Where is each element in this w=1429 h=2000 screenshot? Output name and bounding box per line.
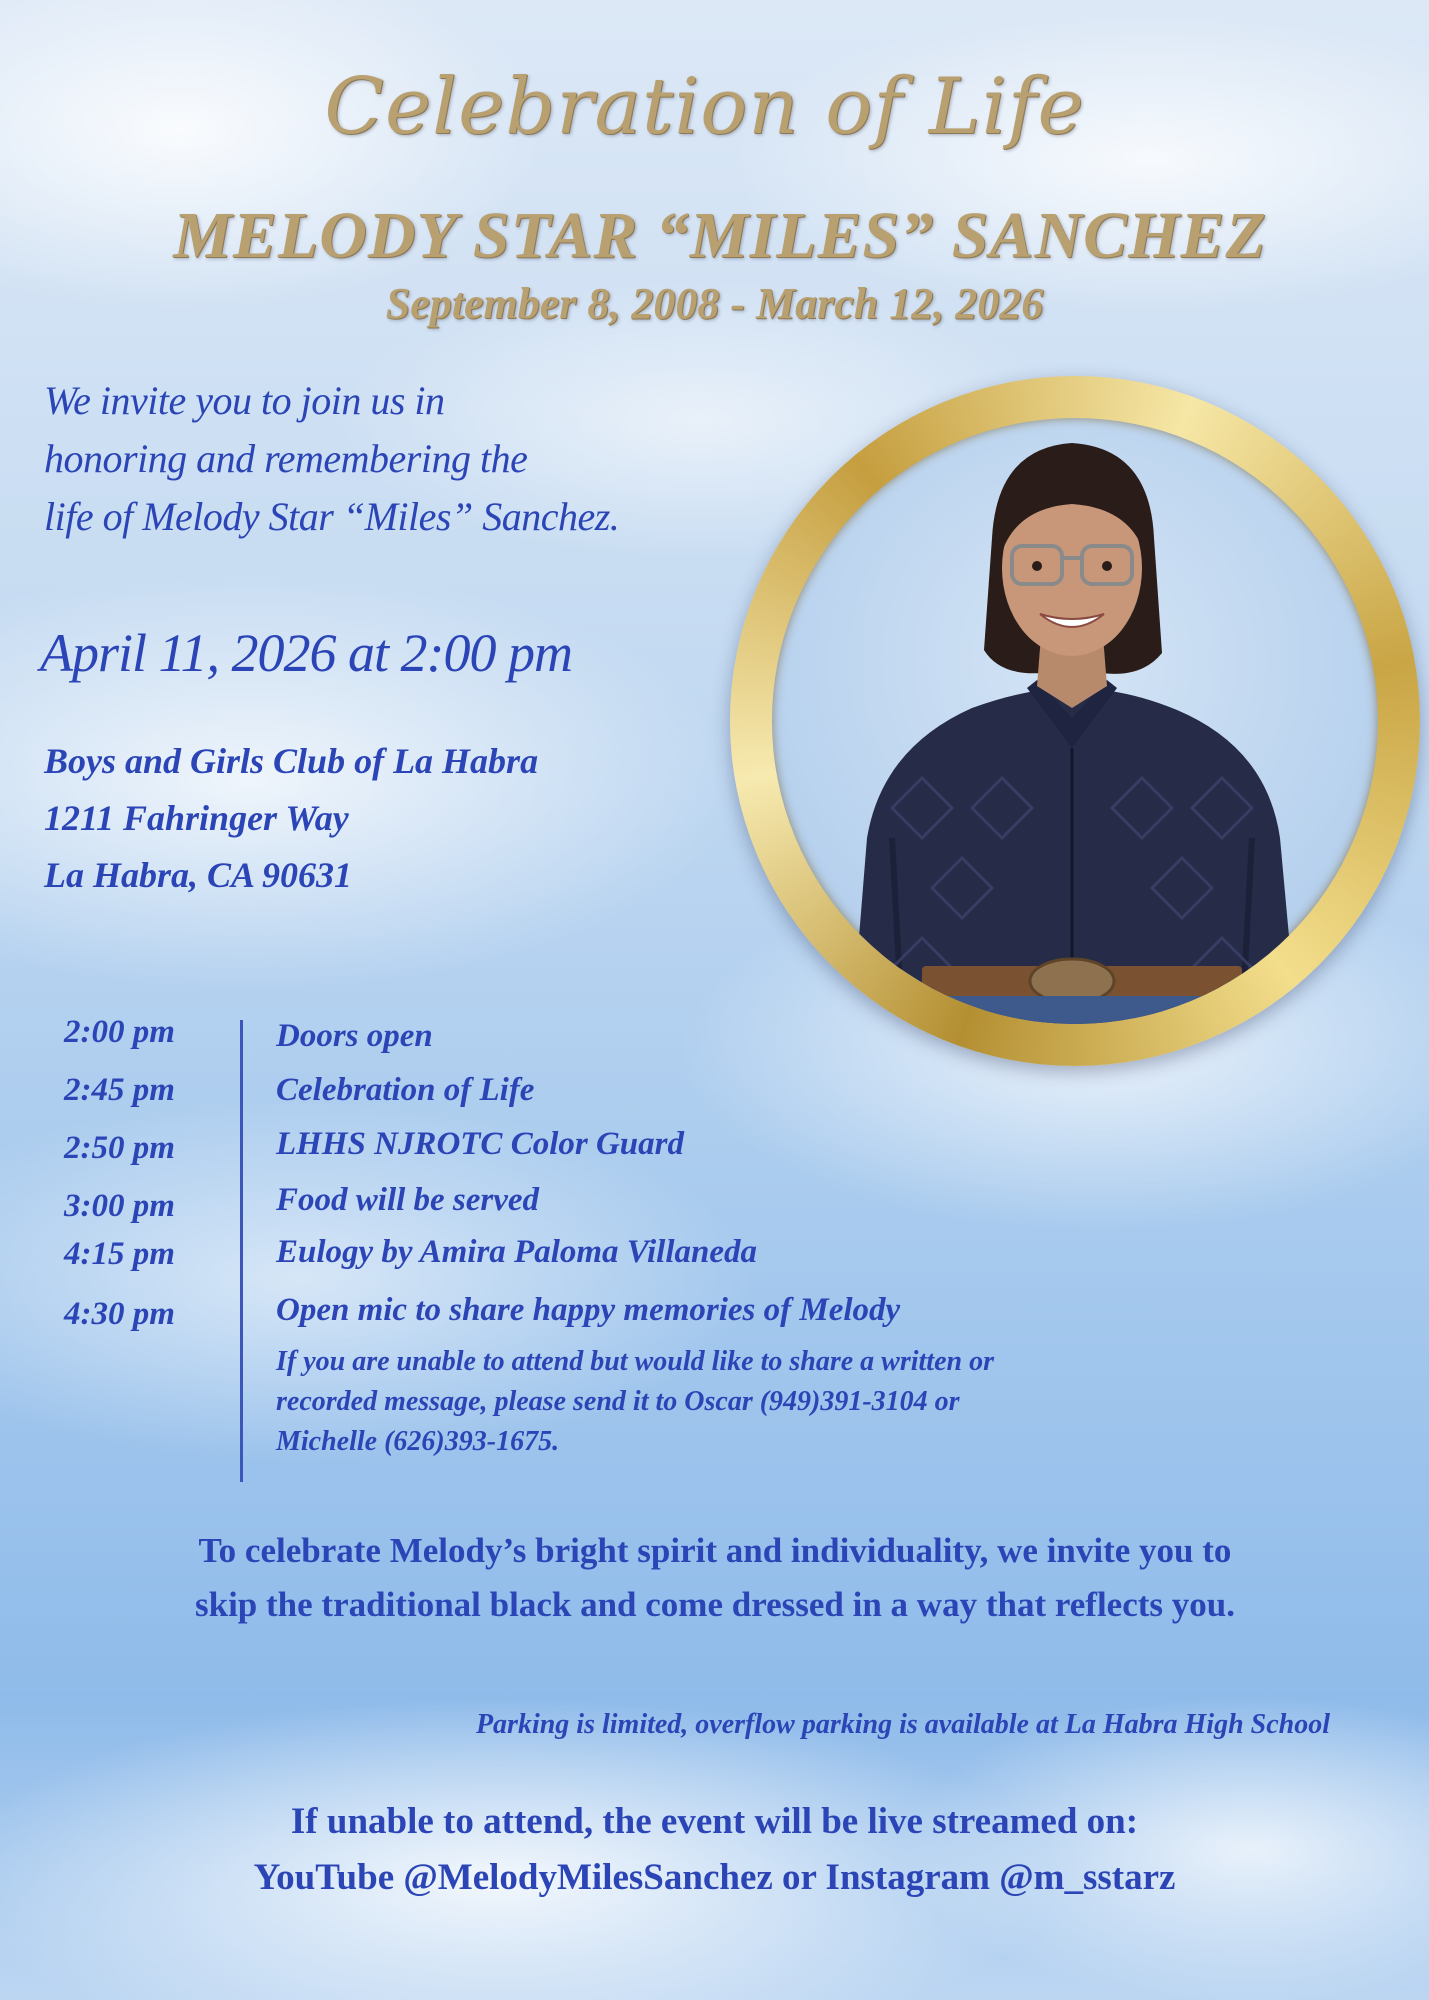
schedule-event: Celebration of Life: [276, 1072, 535, 1108]
schedule-event: Eulogy by Amira Paloma Villaneda: [276, 1234, 757, 1270]
schedule-time: 4:30 pm: [64, 1296, 175, 1332]
venue-name: Boys and Girls Club of La Habra: [44, 741, 539, 781]
schedule-time: 2:50 pm: [64, 1130, 175, 1166]
portrait-illustration: [772, 418, 1378, 1024]
life-dates: September 8, 2008 - March 12, 2026: [385, 279, 1044, 328]
stream-line: If unable to attend, the event will be live streamed on:: [290, 1801, 1139, 1842]
invitation-line: We invite you to join us in: [44, 378, 445, 423]
schedule-time: 4:15 pm: [64, 1236, 175, 1272]
note-line: recorded message, please send it to Oscar (949)391-3104 or: [276, 1386, 960, 1417]
venue-street: 1211 Fahringer Way: [44, 798, 349, 838]
schedule-event: LHHS NJROTC Color Guard: [276, 1126, 684, 1162]
livestream-info: [0, 1794, 1429, 1906]
dress-line: skip the traditional black and come dressed in a way that reflects you.: [195, 1585, 1235, 1624]
invitation-text: [44, 372, 744, 546]
gold-ring-frame: [730, 376, 1420, 1066]
dress-code-message: [60, 1524, 1370, 1632]
stream-handles: YouTube @MelodyMilesSanchez or Instagram @m_sstarz: [253, 1857, 1176, 1898]
invitation-line: life of Melody Star “Miles” Sanchez.: [44, 494, 620, 539]
schedule-event: Doors open: [276, 1018, 433, 1054]
venue-address: [44, 733, 538, 904]
venue-city: La Habra, CA 90631: [44, 855, 353, 895]
schedule-time: 2:45 pm: [64, 1072, 175, 1108]
schedule-event: Food will be served: [276, 1182, 540, 1218]
honoree-name: MELODY STAR “MILES” SANCHEZ: [173, 199, 1267, 272]
dress-line: To celebrate Melody’s bright spirit and individuality, we invite you to: [198, 1531, 1232, 1570]
invitation-line: honoring and remembering the: [44, 436, 528, 481]
script-title: Celebration of Life: [324, 62, 1085, 152]
schedule-time: 2:00 pm: [64, 1014, 175, 1050]
event-date-time: April 11, 2026 at 2:00 pm: [40, 623, 572, 683]
portrait-photo: [772, 418, 1378, 1024]
schedule-event: Open mic to share happy memories of Melody: [276, 1292, 901, 1328]
schedule-note: [276, 1342, 1276, 1462]
parking-note: Parking is limited, overflow parking is available at La Habra High School: [475, 1709, 1330, 1740]
note-line: Michelle (626)393-1675.: [276, 1426, 560, 1457]
schedule-divider: [240, 1020, 243, 1482]
schedule-time: 3:00 pm: [64, 1188, 175, 1224]
note-line: If you are unable to attend but would like to share a written or: [276, 1346, 994, 1377]
